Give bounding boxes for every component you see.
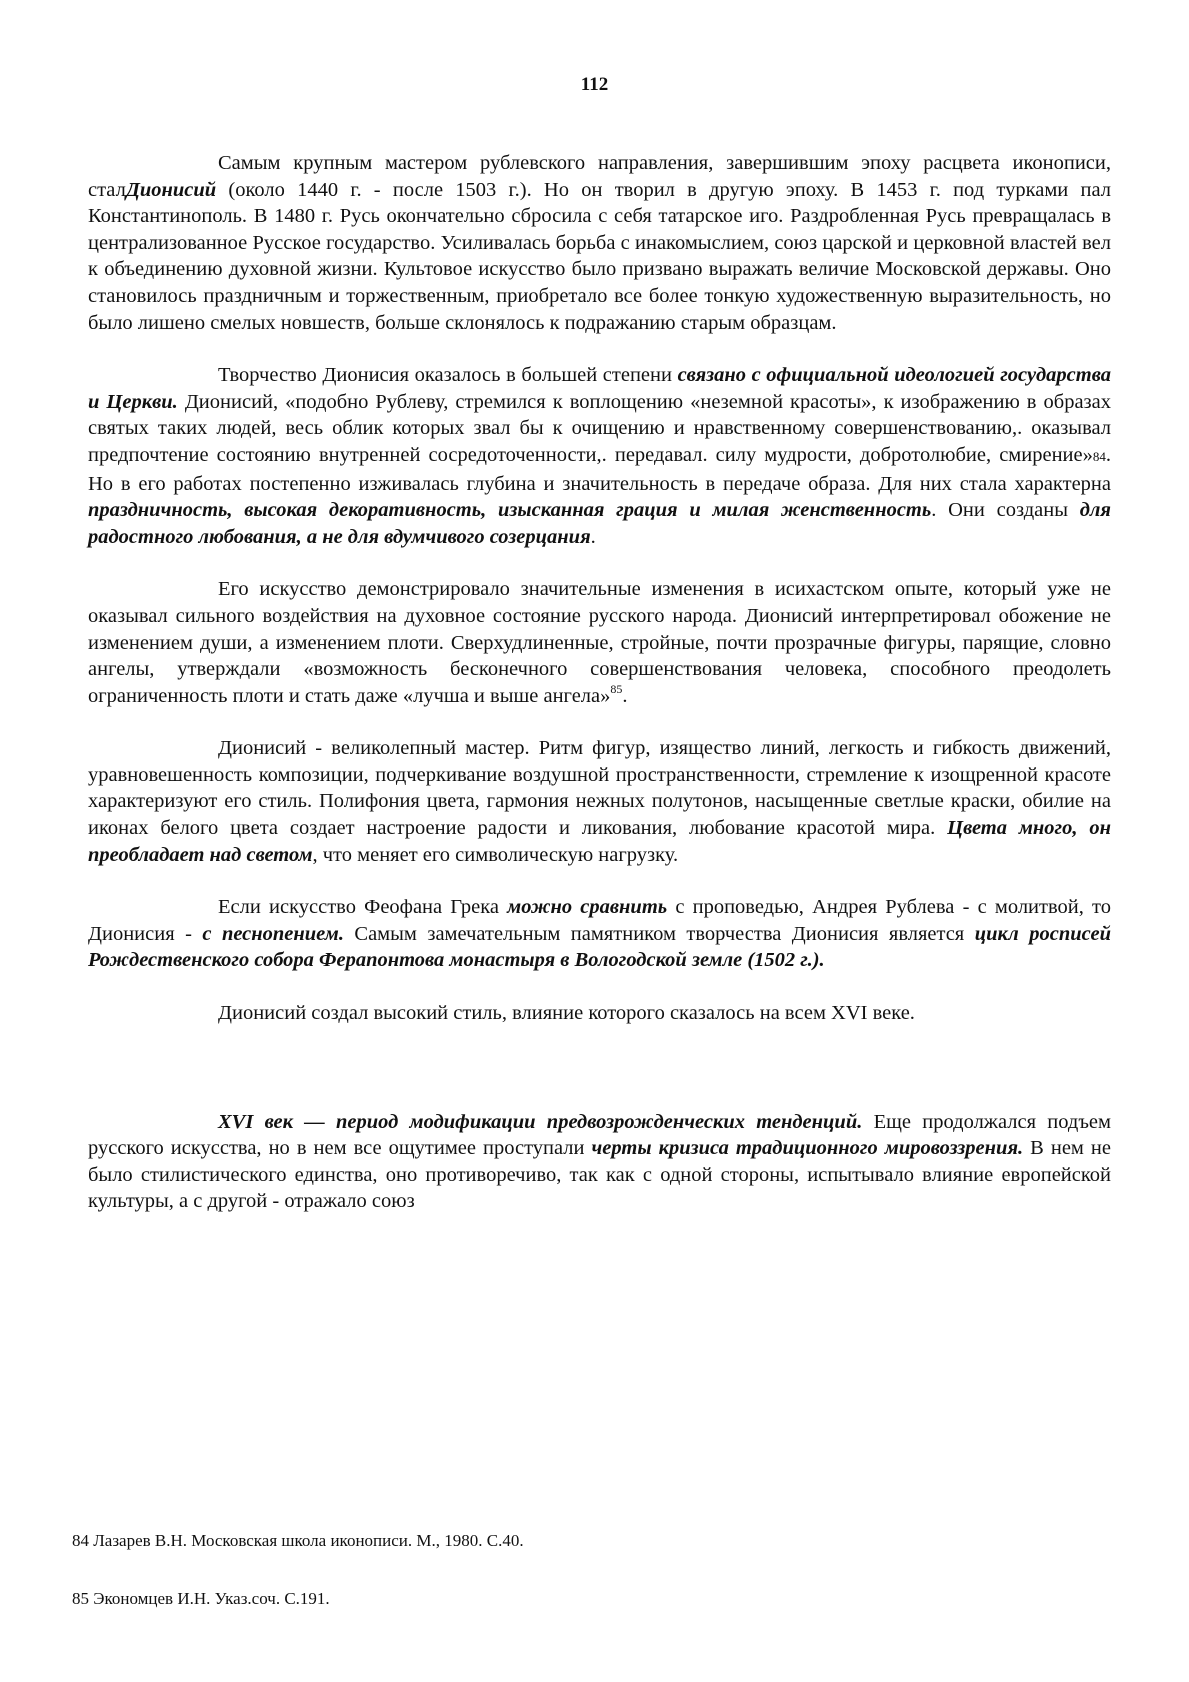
page-number: 112 [580, 74, 609, 95]
footnote-ref: 85 [610, 681, 623, 696]
text-segment: Самым замечательным памятником творчества Дионисия является [343, 922, 975, 945]
text-segment: Дионисий, «подобно Рублеву, стремился к воплощению «неземной красоты», к изображению в образах святых таких людей, весь облик которых звал бы к очищению и нравственному совершенствованию,. оказывал предпочтение состоянию внутренней сосредоточенности,. передавал. силу мудрости, добротолюбие, смирение» [88, 390, 1111, 466]
emphasis-text: праздничность, высокая декоративность, изысканная грация и милая женственность [88, 499, 932, 522]
paragraph-dionysius-master [88, 735, 1111, 868]
text-segment: . [622, 684, 628, 707]
emphasis-text: для радостного любования, а не для вдумчивого созерцания [88, 499, 1111, 548]
emphasis-text: можно сравнить [507, 896, 668, 919]
text-segment: , что меняет его символическую нагрузку. [312, 843, 679, 866]
paragraph-hesychast-experience [88, 576, 1111, 709]
footnote-ref: 84 [1092, 448, 1106, 464]
footnote-85 [72, 1588, 1112, 1610]
footnote-text: Экономцев И.Н. Указ.соч. С.191. [93, 1589, 330, 1608]
footnotes [72, 1530, 1112, 1646]
text-segment: Если искусство Феофана Грека [218, 896, 508, 919]
emphasis-text: черты кризиса традиционного мировоззрения. [591, 1137, 1024, 1160]
text-segment: Творчество Дионисия оказалось в большей степени [218, 364, 678, 387]
emphasis-text: Цвета много, он преобладает над светом [88, 817, 1111, 866]
text-segment: Его искусство демонстрировало значительные изменения в исихастском опыте, который уже не оказывал сильного воздействия на духовное состояние русского народа. Дионисий интерпретировал обожение не изменением души, а изменением плоти. Сверхудлиненные, стройные, почти прозрачные фигуры, парящие, словно ангелы, утверждали «возможность бесконечного совершенствования человека, способного преодолеть ограниченность плоти и стать даже «лучша и выше ангела» [88, 578, 1111, 707]
text-segment: (около 1440 г. - после 1503 г.). Но он творил в другую эпоху. В 1453 г. под турками пал Константинополь. В 1480 г. Русь окончательно сбросила с себя татарское иго. Раздробленная Русь превращалась в централизованное Русское государство. Усиливалась борьба с инакомыслием, союз царской и церковной властей вел к объединению духовной жизни. Культовое искусство было призвано выражать величие Московской державы. Оно становилось праздничным и торжественным, приобретало все более тонкую художественную выразительность, но было лишено смелых новшеств, больше склонялось к подражанию старым образцам. [88, 178, 1111, 334]
emphasis-text: Дионисий [125, 178, 217, 201]
emphasis-text: XVI век — период модификации предвозрожденческих тенденций. [218, 1110, 863, 1133]
footnote-text: Лазарев В.Н. Московская школа иконописи. М., 1980. С.40. [93, 1531, 524, 1550]
paragraph-comparison [88, 894, 1111, 974]
text-segment: . Они созданы [931, 499, 1080, 522]
text-segment: Еще продолжался подъем русского искусства, но в нем все ощутимее проступали [88, 1110, 1111, 1160]
paragraph-dionysius-creativity [88, 362, 1111, 550]
paragraph-high-style [88, 1000, 1111, 1027]
text-segment: Дионисий - великолепный мастер. Ритм фигур, изящество линий, легкость и гибкость движений, уравновешенность композиции, подчеркивание воздушной пространственности, стремление к изощренной красоте характеризуют его стиль. Полифония цвета, гармония нежных полутонов, насыщенные светлые краски, обилие на иконах белого цвета создает настроение радости и ликования, любование красотой мира. [88, 737, 1111, 840]
paragraph-dionysius-intro [88, 150, 1111, 336]
text-segment: Дионисий создал высокий стиль, влияние которого сказалось на всем XVI веке. [218, 1002, 915, 1025]
text-segment: . [590, 525, 596, 548]
paragraph-xvi-century [88, 1109, 1111, 1215]
emphasis-text: связано с официальной идеологией государства и Церкви. [88, 364, 1111, 413]
emphasis-text: с песнопением. [202, 922, 344, 945]
footnote-number: 84 [72, 1531, 89, 1550]
body-text [88, 150, 1111, 1241]
footnote-84 [72, 1530, 1112, 1552]
text-segment: . Но в его работах постепенно изживалась глубина и значительность в передаче образа. Для них стала характерна [88, 443, 1111, 495]
text-segment: В нем не было стилистического единства, оно противоречиво, так как с одной стороны, испытывало влияние европейской культуры, а с другой - отражало союз [88, 1137, 1111, 1213]
footnote-number: 85 [72, 1589, 89, 1608]
text-segment: с проповедью, Андрея Рублева - с молитвой, то Дионисия - [88, 896, 1111, 945]
emphasis-text: цикл росписей Рождественского собора Ферапонтова монастыря в Вологодской земле (1502 г.). [88, 922, 1111, 972]
text-segment: Самым крупным мастером рублевского направления, завершившим эпоху расцвета иконописи, стал [88, 152, 1111, 201]
section-gap [88, 1053, 1111, 1109]
